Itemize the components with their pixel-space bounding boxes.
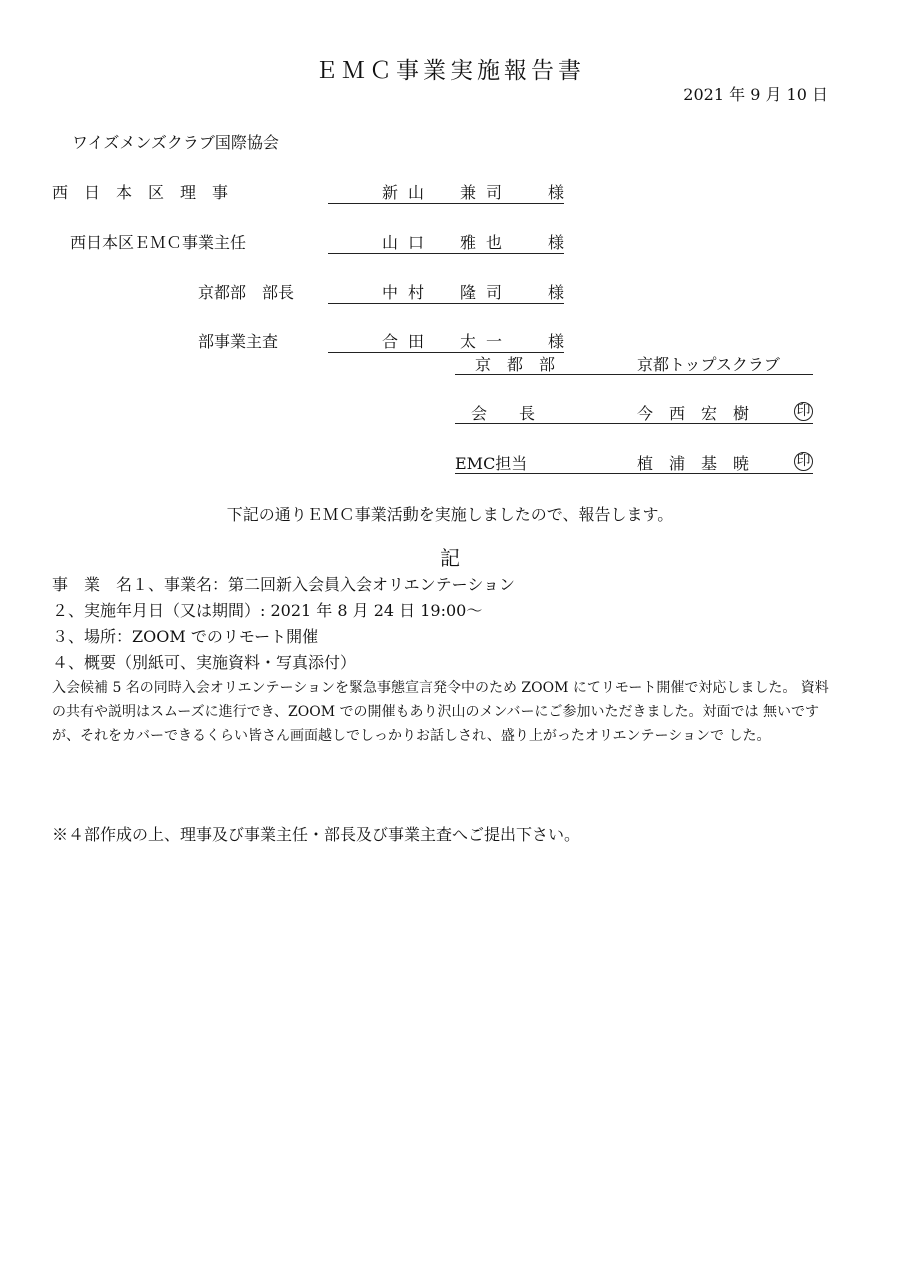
ki-heading: 記 (440, 546, 460, 570)
reporter-label: 会 長 (455, 404, 536, 423)
recipient-name-district-director (328, 180, 564, 204)
recipient-name: 新山 兼司 (382, 183, 513, 202)
overview-text: 入会候補 5 名の同時入会オリエンテーションを緊急事態宣言発令中のため ZOOM にてリモート開催で対応しました。 資料の共有や説明はスムーズに進行でき、ZOOM での開催もあり沢山のメンバーにご参加いただきました。対面では 無いですが、それをカバーできるくらい皆さん画面越しでしっかりお話しされ、盛り上がったオリエンテーションで した。 (52, 680, 829, 744)
item-overview-heading: ４、概要（別紙可、実施資料・写真添付） (52, 653, 357, 672)
document-title: ＥＭＣ事業実施報告書 (315, 58, 585, 84)
addressee-organization: ワイズメンズクラブ国際協会 (72, 133, 279, 152)
reporter-row-president (455, 401, 813, 424)
reporter-label: 京 都 部 (475, 355, 556, 374)
recipient-name-region-director (328, 280, 564, 304)
reporter-value: 今 西 宏 樹 (637, 404, 750, 423)
report-date: 2021 年 9 月 10 日 (683, 85, 828, 104)
recipient-name: 山口 雅也 (382, 233, 513, 252)
honorific: 様 (547, 283, 564, 302)
reporter-label: EMC担当 (455, 454, 528, 473)
honorific: 様 (547, 183, 564, 202)
seal-icon: 印 (794, 402, 813, 421)
recipient-label-district-director: 西 日 本 区 理 事 (52, 183, 229, 202)
item-location: ３、場所：ZOOM でのリモート開催 (52, 627, 319, 646)
recipient-label-emc-chair: 西日本区ＥＭＣ事業主任 (70, 233, 247, 252)
recipient-name: 中村 隆司 (382, 283, 513, 302)
recipient-name: 合田 太一 (382, 332, 513, 351)
submission-note: ※４部作成の上、理事及び事業主任・部長及び事業主査へご提出下さい。 (52, 825, 581, 844)
item-project-name: 事 業 名１、事業名：第二回新入会員入会オリエンテーション (52, 575, 516, 594)
recipient-label-region-director: 京都部 部長 (198, 283, 295, 302)
recipient-label-program-secretary: 部事業主査 (198, 332, 279, 351)
intro-statement: 下記の通りＥＭＣ事業活動を実施しましたので、報告します。 (226, 505, 674, 524)
reporter-row-region (455, 352, 813, 375)
honorific: 様 (547, 233, 564, 252)
recipient-name-emc-chair (328, 230, 564, 254)
reporter-value: 植 浦 基 暁 (637, 454, 750, 473)
reporter-value: 京都トップスクラブ (637, 355, 780, 374)
recipient-name-program-secretary (328, 329, 564, 353)
reporter-row-emc-contact (455, 451, 813, 474)
honorific: 様 (547, 332, 564, 351)
seal-icon: 印 (794, 452, 813, 471)
item-date: ２、実施年月日（又は期間）: 2021 年 8 月 24 日 19:00～ (52, 601, 483, 620)
